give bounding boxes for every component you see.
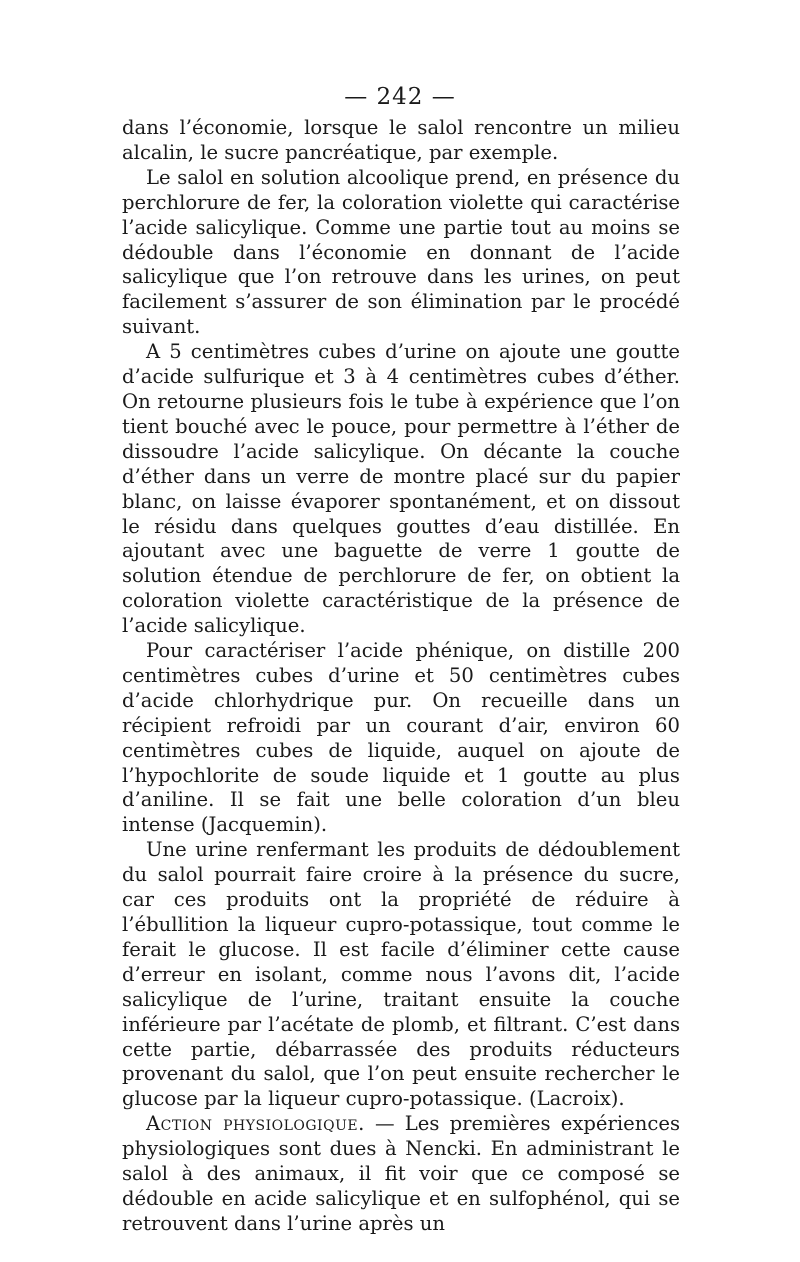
paragraph-physiological-action xyxy=(122,1112,680,1237)
paragraph-salol-coloration: Le salol en solution alcoolique prend, en présence du perchlorure de fer, la coloration violette qui caractérise l’acide salicylique. Comme une partie tout au moins se dédouble dans l’économie en donnant de l’acide salicylique que l’on retrouve dans les urines, on peut facilement s’assurer de son élimination par le procédé suivant. xyxy=(122,165,680,339)
paragraph-physiological-text: — Les premières expériences physiologiques sont dues à Nencki. En administrant le salol à des animaux, il fit voir que ce composé se dédouble en acide salicylique et en sulfophénol, qui se retrouvent dans l’urine après un xyxy=(122,1112,681,1235)
paragraph-continuation: dans l’économie, lorsque le salol rencontre un milieu alcalin, le sucre pancréatique, par exemple. xyxy=(122,116,680,164)
paragraph-urine-procedure: A 5 centimètres cubes d’urine on ajoute une goutte d’acide sulfurique et 3 à 4 centimètres cubes d’éther. On retourne plusieurs fois le tube à expérience que l’on tient bouché avec le pouce, pour permettre à l’éther de dissoudre l’acide salicylique. On décante la couche d’éther dans un verre de montre placé sur du papier blanc, on laisse évaporer spontanément, et on dissout le résidu dans quelques gouttes d’eau distillée. En ajoutant avec une baguette de verre 1 goutte de solution étendue de perchlorure de fer, on obtient la coloration violette caractéristique de la présence de l’acide salicylique. xyxy=(122,340,680,638)
body-text xyxy=(122,116,680,1237)
paragraph-phenic-acid: Pour caractériser l’acide phénique, on distille 200 centimètres cubes d’urine et 50 centimètres cubes d’acide chlorhydrique pur. On recueille dans un récipient refroidi par un courant d’air, environ 60 centimètres cubes de liquide, auquel on ajoute de l’hypochlorite de soude liquide et 1 goutte au plus d’aniline. Il se fait une belle coloration d’un bleu intense (Jacquemin). xyxy=(122,639,680,837)
paragraph-glucose-confusion: Une urine renfermant les produits de dédoublement du salol pourrait faire croire à la présence du sucre, car ces produits ont la propriété de réduire à l’ébullition la liqueur cupro-potassique, tout comme le ferait le glucose. Il est facile d’éliminer cette cause d’erreur en isolant, comme nous l’avons dit, l’acide salicylique de l’urine, traitant ensuite la couche inférieure par l’acétate de plomb, et filtrant. C’est dans cette partie, débarrassée des produits réducteurs provenant du salol, que l’on peut ensuite rechercher le glucose par la liqueur cupro-potassique. (Lacroix). xyxy=(122,838,680,1111)
section-heading: Action physiologique. xyxy=(146,1112,365,1136)
page-number: — 242 — xyxy=(344,84,456,110)
